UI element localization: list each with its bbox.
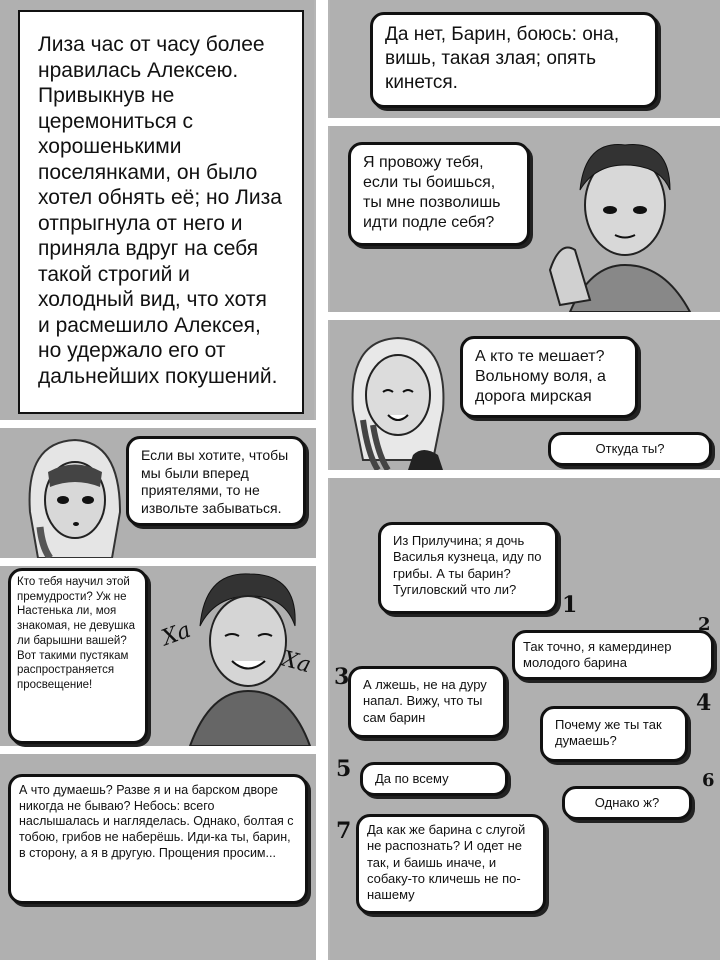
speech-bubble-who-taught (8, 568, 148, 744)
order-marker-1: 1 (562, 592, 578, 618)
order-marker-5: 5 (336, 756, 352, 782)
alexei-portrait (530, 130, 720, 312)
order-marker-3: 3 (334, 664, 350, 690)
speech-bubble-recognize-master (356, 814, 546, 914)
narration-text: Лиза час от часу более нравилась Алексею. Привыкнув не церемониться с хорошенькими поселянками, он было хотел обнять её; но Лиза отпрыгнула от него и приняла вдруг на себя такой строгий и холодный вид, что хотя и расмешило Алексея, но удержало его от дальнейших покушений. (38, 33, 282, 388)
gutter-horizontal-2 (328, 312, 720, 320)
speech-text: Почему же ты так думаешь? (555, 717, 662, 749)
speech-bubble-origin (378, 522, 558, 614)
laugh-sfx-left: Ха (158, 617, 195, 652)
speech-text: Так точно, я камердинер молодого барина (523, 639, 672, 671)
order-marker-2: 2 (698, 614, 711, 635)
order-marker-7: 7 (336, 818, 352, 844)
speech-text: Да как же барина с слугой не распознать? И одет не так, и баишь иначе, и собаку-то кличешь не по-нашему (367, 822, 526, 902)
speech-bubble-escort (348, 142, 530, 246)
speech-bubble-but-still (562, 786, 692, 820)
speech-text: Из Прилучина; я дочь Василья кузнеца, иду по грибы. А ты барин? Тугиловский что ли? (393, 533, 542, 597)
gutter-vertical (316, 0, 328, 960)
liza-portrait-strict (20, 432, 130, 558)
speech-text: Да нет, Барин, боюсь: она, вишь, такая злая; опять кинется. (385, 24, 620, 93)
speech-bubble-by-everything (360, 762, 508, 796)
narration-box (18, 10, 304, 414)
order-marker-6: 6 (702, 770, 715, 791)
speech-text: Если вы хотите, чтобы мы были вперед приятелями, то не извольте забываться. (141, 447, 289, 516)
speech-bubble-you-lie (348, 666, 506, 738)
gutter-horizontal-5 (0, 558, 316, 566)
speech-text: Кто тебя научил этой премудрости? Уж не Настенька ли, моя знакомая, не девушка ли барышни вашей? Вот такими пустякам распространяется просвещение! (17, 576, 136, 692)
gutter-horizontal-4 (0, 420, 316, 428)
speech-bubble-afraid (370, 12, 658, 108)
speech-bubble-valet (512, 630, 714, 680)
speech-text: А лжешь, не на дуру напал. Вижу, что ты сам барин (363, 677, 487, 725)
laugh-sfx-right: Ха (279, 646, 314, 679)
speech-text: А что думаешь? Разве я и на барском дворе никогда не бываю? Небось: всего наслышалась и нагляделась. Однако, болтая с тобою, грибов не наберёшь. Иди-ка ты, барин, в сторону, а я в другую. Прощения просим... (19, 783, 294, 860)
speech-bubble-dont-forget (126, 436, 306, 526)
speech-bubble-free-road (460, 336, 638, 418)
speech-bubble-where-from (548, 432, 712, 466)
gutter-horizontal-3 (328, 470, 720, 478)
speech-text: Откуда ты? (595, 441, 665, 456)
speech-bubble-manor-yard (8, 774, 308, 904)
speech-text: Однако ж? (594, 795, 660, 810)
speech-text: А кто те мешает? Вольному воля, а дорога мирская (475, 348, 606, 405)
speech-bubble-why-think (540, 706, 688, 762)
speech-text: Я провожу тебя, если ты боишься, ты мне позволишь идти подле себя? (363, 154, 501, 231)
liza-portrait-smiling (338, 330, 458, 470)
speech-text: Да по всему (375, 771, 449, 786)
gutter-horizontal-6 (0, 746, 316, 754)
order-marker-4: 4 (696, 690, 712, 716)
gutter-horizontal-1 (328, 118, 720, 126)
